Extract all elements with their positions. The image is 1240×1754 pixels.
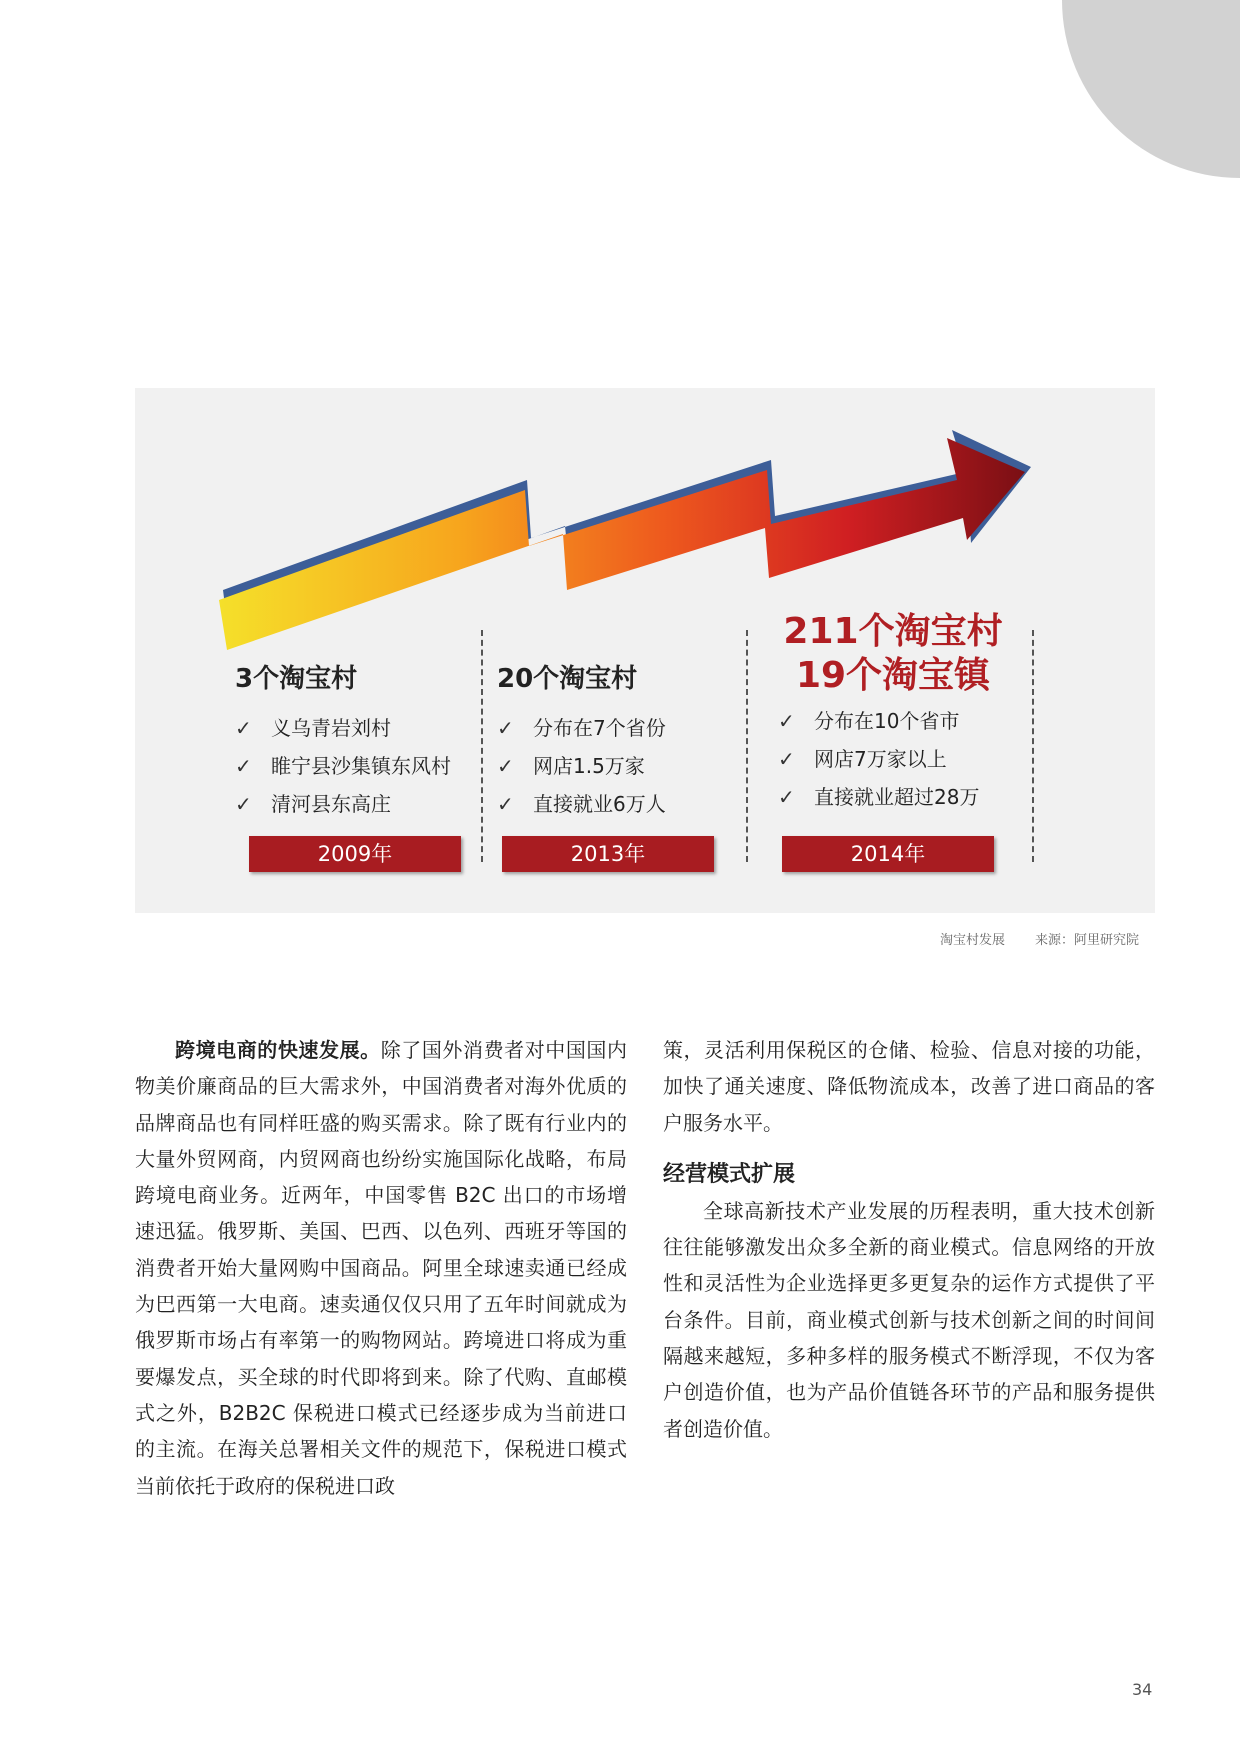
- check-icon: ✓: [235, 754, 252, 778]
- column-divider: [1032, 630, 1034, 862]
- highlight-line: 211个淘宝村: [783, 611, 1003, 652]
- list-item: [778, 740, 979, 778]
- list-item: [778, 702, 979, 740]
- highlight-line: 19个淘宝镇: [795, 655, 991, 696]
- list-item: [235, 709, 451, 747]
- body-column-left: [135, 1032, 627, 1504]
- list-item: [497, 785, 666, 823]
- column-2013: [497, 658, 666, 823]
- item-text: 清河县东高庄: [271, 792, 391, 816]
- lead-in: 跨境电商的快速发展。: [175, 1038, 381, 1062]
- year-label: 2009年: [249, 836, 461, 872]
- corner-decoration: [1062, 0, 1240, 178]
- item-text: 网店1.5万家: [533, 754, 645, 778]
- check-icon: ✓: [497, 754, 514, 778]
- list-item: [235, 747, 451, 785]
- item-text: 直接就业超过28万: [814, 785, 980, 809]
- check-icon: ✓: [778, 709, 795, 733]
- body-column-right: [663, 1032, 1155, 1447]
- paragraph-text: 除了国外消费者对中国国内物美价廉商品的巨大需求外，中国消费者对海外优质的品牌商品也有同样旺盛的购买需求。除了既有行业内的大量外贸网商，内贸网商也纷纷实施国际化战略，布局跨境电商业务。近两年，中国零售 B2C 出口的市场增速迅猛。俄罗斯、美国、巴西、以色列、西班牙等国的消费者开始大量网购中国商品。阿里全球速卖通已经成为巴西第一大电商。速卖通仅仅只用了五年时间就成为俄罗斯市场占有率第一的购物网站。跨境进口将成为重要爆发点，买全球的时代即将到来。除了代购、直邮模式之外，B2B2C 保税进口模式已经逐步成为当前进口的主流。在海关总署相关文件的规范下，保税进口模式当前依托于政府的保税进口政: [135, 1038, 628, 1498]
- list-item: [778, 778, 979, 816]
- body-paragraph: [135, 1032, 627, 1504]
- list-item: [497, 747, 666, 785]
- column-2014: [778, 658, 979, 816]
- item-text: 分布在10个省市: [814, 709, 960, 733]
- year-label: 2014年: [782, 836, 994, 872]
- taobao-village-figure: [135, 388, 1155, 913]
- year-label: 2013年: [502, 836, 714, 872]
- body-paragraph: 全球高新技术产业发展的历程表明，重大技术创新往往能够激发出众多全新的商业模式。信息网络的开放性和灵活性为企业选择更多更复杂的运作方式提供了平台条件。目前，商业模式创新与技术创新之间的时间间隔越来越短，多种多样的服务模式不断浮现，不仅为客户创造价值，也为产品价值链各环节的产品和服务提供者创造价值。: [663, 1198, 1155, 1441]
- list-item: [235, 785, 451, 823]
- column-heading: 3个淘宝村: [235, 664, 358, 694]
- item-text: 义乌青岩刘村: [271, 716, 391, 740]
- list-item: [497, 709, 666, 747]
- item-text: 网店7万家以上: [814, 747, 947, 771]
- page-number: 34: [1132, 1680, 1153, 1699]
- item-text: 分布在7个省份: [533, 716, 666, 740]
- check-icon: ✓: [497, 792, 514, 816]
- column-divider: [481, 630, 483, 862]
- column-divider: [746, 630, 748, 862]
- item-text: 睢宁县沙集镇东风村: [271, 754, 451, 778]
- column-heading: 20个淘宝村: [497, 664, 638, 694]
- check-icon: ✓: [235, 792, 252, 816]
- item-text: 直接就业6万人: [533, 792, 666, 816]
- figure-source: 来源：阿里研究院: [1035, 933, 1140, 948]
- column-2009: [235, 658, 451, 823]
- check-icon: ✓: [778, 747, 795, 771]
- figure-caption: 淘宝村发展: [940, 933, 1006, 948]
- check-icon: ✓: [778, 785, 795, 809]
- check-icon: ✓: [235, 716, 252, 740]
- section-title: 经营模式扩展: [663, 1161, 796, 1187]
- check-icon: ✓: [497, 716, 514, 740]
- body-paragraph: 策，灵活利用保税区的仓储、检验、信息对接的功能，加快了通关速度、降低物流成本，改善了进口商品的客户服务水平。: [663, 1038, 1155, 1135]
